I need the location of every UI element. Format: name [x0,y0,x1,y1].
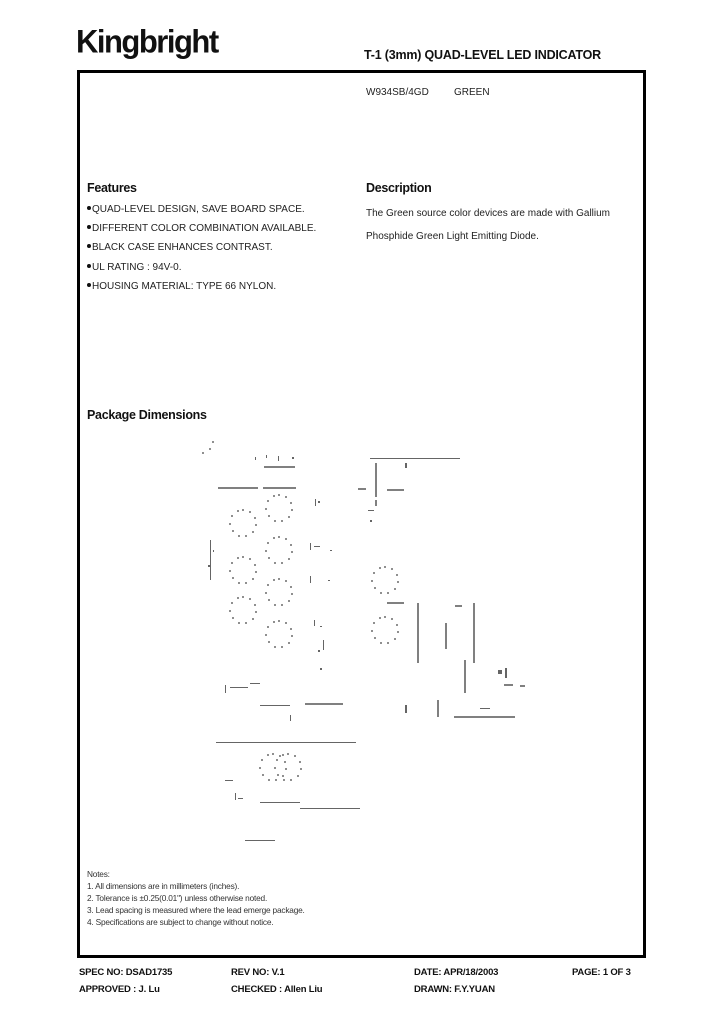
feature-item: QUAD-LEVEL DESIGN, SAVE BOARD SPACE. [87,203,316,222]
part-color: GREEN [454,87,490,98]
package-dimensions-heading: Package Dimensions [87,408,207,422]
date: DATE: APR/18/2003 [414,967,499,978]
bullet-icon [87,225,91,229]
bullet-icon [87,244,91,248]
feature-item: HOUSING MATERIAL: TYPE 66 NYLON. [87,280,316,299]
description-heading: Description [366,181,432,195]
bullet-icon [87,264,91,268]
brand-logo: Kingbright [76,23,218,60]
page-number: PAGE: 1 OF 3 [572,967,631,978]
document-title: T-1 (3mm) QUAD-LEVEL LED INDICATOR [364,48,601,62]
approved-by: APPROVED : J. Lu [79,984,160,995]
feature-item: UL RATING : 94V-0. [87,261,316,280]
checked-by: CHECKED : Allen Liu [231,984,323,995]
notes-block [87,868,305,928]
bullet-icon [87,206,91,210]
spec-number: SPEC NO: DSAD1735 [79,967,173,978]
part-number: W934SB/4GD [366,87,429,98]
bullet-icon [87,283,91,287]
notes-heading: Notes: [87,869,110,879]
drawn-by: DRAWN: F.Y.YUAN [414,984,495,995]
note-item: 2. Tolerance is ±0.25(0.01") unless otherwise noted. [87,893,268,903]
note-item: 1. All dimensions are in millimeters (inches). [87,881,240,891]
package-dimension-drawing [200,440,540,850]
note-item: 3. Lead spacing is measured where the lead emerge package. [87,905,305,915]
feature-item: BLACK CASE ENHANCES CONTRAST. [87,241,316,260]
features-list [87,203,316,299]
description-text: The Green source color devices are made with Gallium Phosphide Green Light Emitting Diode. [366,208,610,242]
features-heading: Features [87,181,137,195]
note-item: 4. Specifications are subject to change without notice. [87,917,274,927]
feature-item: DIFFERENT COLOR COMBINATION AVAILABLE. [87,222,316,241]
revision-number: REV NO: V.1 [231,967,285,978]
